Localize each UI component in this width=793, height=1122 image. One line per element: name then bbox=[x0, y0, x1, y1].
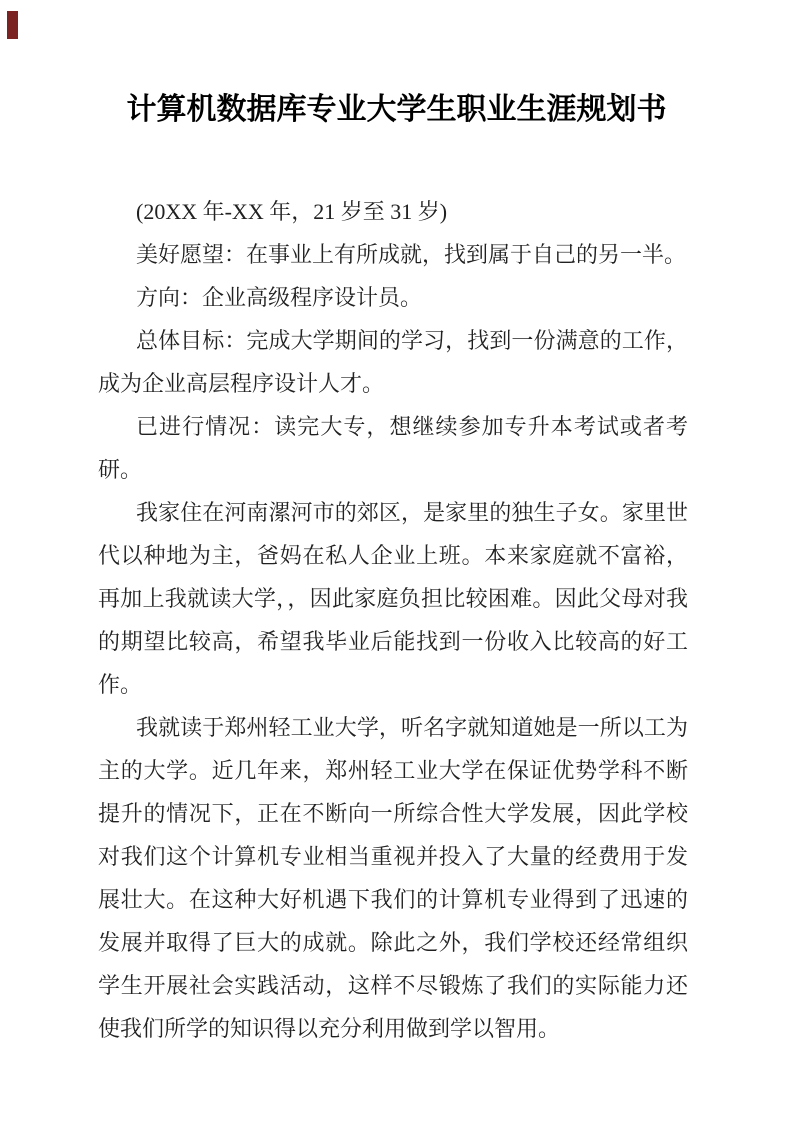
paragraph-date-range: (20XX 年-XX 年，21 岁至 31 岁) bbox=[136, 199, 448, 224]
paragraph-wish: 美好愿望：在事业上有所成就，找到属于自己的另一半。 bbox=[136, 242, 687, 267]
document-body bbox=[98, 190, 688, 1050]
paragraph-progress: 已进行情况：读完大专，想继续参加专升本考试或者考研。 bbox=[98, 414, 688, 482]
paragraph-university: 我就读于郑州轻工业大学，听名字就知道她是一所以工为主的大学。近几年来，郑州轻工业大学在保证优势学科不断提升的情况下，正在不断向一所综合性大学发展，因此学校对我们这个计算机专业相当重视并投入了大量的经费用于发展壮大。在这种大好机遇下我们的计算机专业得到了迅速的发展并取得了巨大的成就。除此之外，我们学校还经常组织学生开展社会实践活动，这样不尽锻炼了我们的实际能力还使我们所学的知识得以充分利用做到学以智用。 bbox=[98, 715, 688, 1041]
document-title: 计算机数据库专业大学生职业生涯规划书 bbox=[126, 93, 667, 126]
paragraph-direction: 方向：企业高级程序设计员。 bbox=[136, 285, 423, 310]
paragraph-overall-goal: 总体目标：完成大学期间的学习，找到一份满意的工作，成为企业高层程序设计人才。 bbox=[98, 328, 688, 396]
paragraph-family-background: 我家住在河南漯河市的郊区，是家里的独生子女。家里世代以种地为主，爸妈在私人企业上班。本来家庭就不富裕，再加上我就读大学，，因此家庭负担比较困难。因此父母对我的期望比较高，希望我毕业后能找到一份收入比较高的好工作。 bbox=[98, 500, 688, 697]
corner-mark bbox=[7, 11, 18, 39]
